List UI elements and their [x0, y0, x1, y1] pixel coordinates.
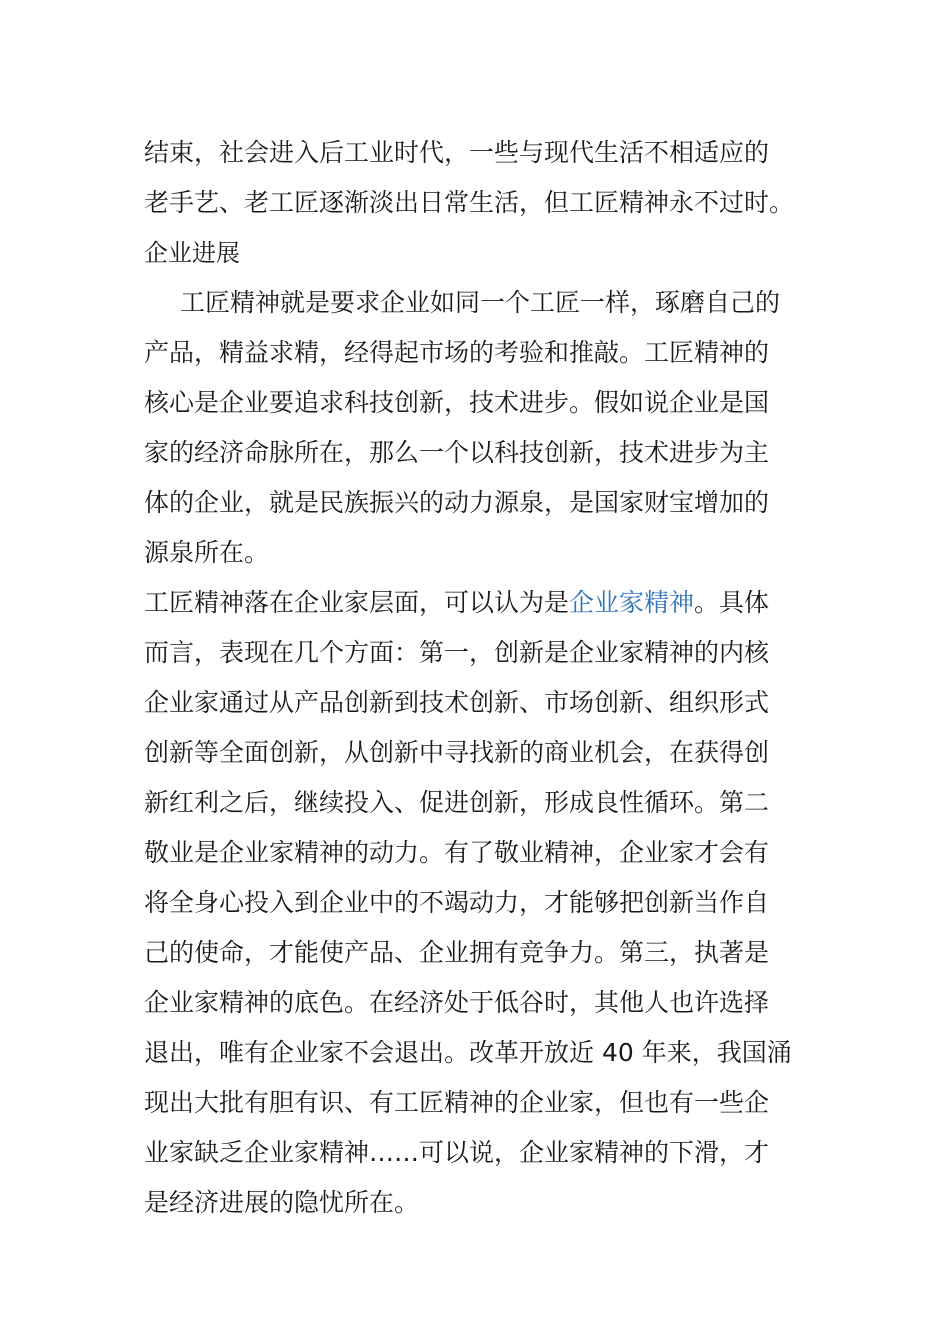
text-segment: 。具体: [694, 588, 770, 617]
text-line: 体的企业，就是民族振兴的动力源泉，是国家财宝增加的: [144, 488, 770, 517]
text-line: 现出大批有胆有识、有工匠精神的企业家，但也有一些企: [144, 1088, 770, 1117]
text-line: 创新等全面创新，从创新中寻找新的商业机会，在获得创: [144, 738, 770, 767]
text-line: 业家缺乏企业家精神……可以说，企业家精神的下滑，才: [144, 1138, 770, 1167]
text-line-with-link: [144, 578, 810, 628]
text-line: 家的经济命脉所在，那么一个以科技创新，技术进步为主: [144, 438, 770, 467]
text-line: 敬业是企业家精神的动力。有了敬业精神，企业家才会有: [144, 838, 770, 867]
text-line: 核心是企业要追求科技创新，技术进步。假如说企业是国: [144, 388, 770, 417]
text-line: 工匠精神就是要求企业如同一个工匠一样，琢磨自己的: [180, 288, 781, 317]
text-line: 企业家精神的底色。在经济处于低谷时，其他人也许选择: [144, 988, 770, 1017]
intro-paragraph: [144, 128, 810, 228]
text-line: 而言，表现在几个方面：第一，创新是企业家精神的内核: [144, 638, 770, 667]
text-line: 是经济进展的隐忧所在。: [144, 1188, 420, 1217]
text-segment: 工匠精神落在企业家层面，可以认为是: [144, 588, 570, 617]
text-line: 企业家通过从产品创新到技术创新、市场创新、组织形式: [144, 688, 770, 717]
text-line: 己的使命，才能使产品、企业拥有竞争力。第三，执著是: [144, 938, 770, 967]
text-line: 新红利之后，继续投入、促进创新，形成良性循环。第二: [144, 788, 770, 817]
section-heading: 企业进展: [144, 239, 240, 267]
entrepreneurship-link[interactable]: 企业家精神: [569, 588, 695, 617]
text-line: 结束，社会进入后工业时代，一些与现代生活不相适应的: [144, 138, 770, 167]
text-line: 老手艺、老工匠逐渐淡出日常生活，但工匠精神永不过时。: [144, 188, 795, 217]
text-line: 退出，唯有企业家不会退出。改革开放近 40 年来，我国涌: [144, 1038, 792, 1067]
paragraph-entrepreneurship: [144, 578, 810, 1228]
document-page: [144, 128, 810, 1228]
text-line: 源泉所在。: [144, 538, 270, 567]
paragraph-enterprise-development: [144, 278, 810, 578]
text-line: 将全身心投入到企业中的不竭动力，才能够把创新当作自: [144, 888, 770, 917]
text-line: 产品，精益求精，经得起市场的考验和推敲。工匠精神的: [144, 338, 770, 367]
